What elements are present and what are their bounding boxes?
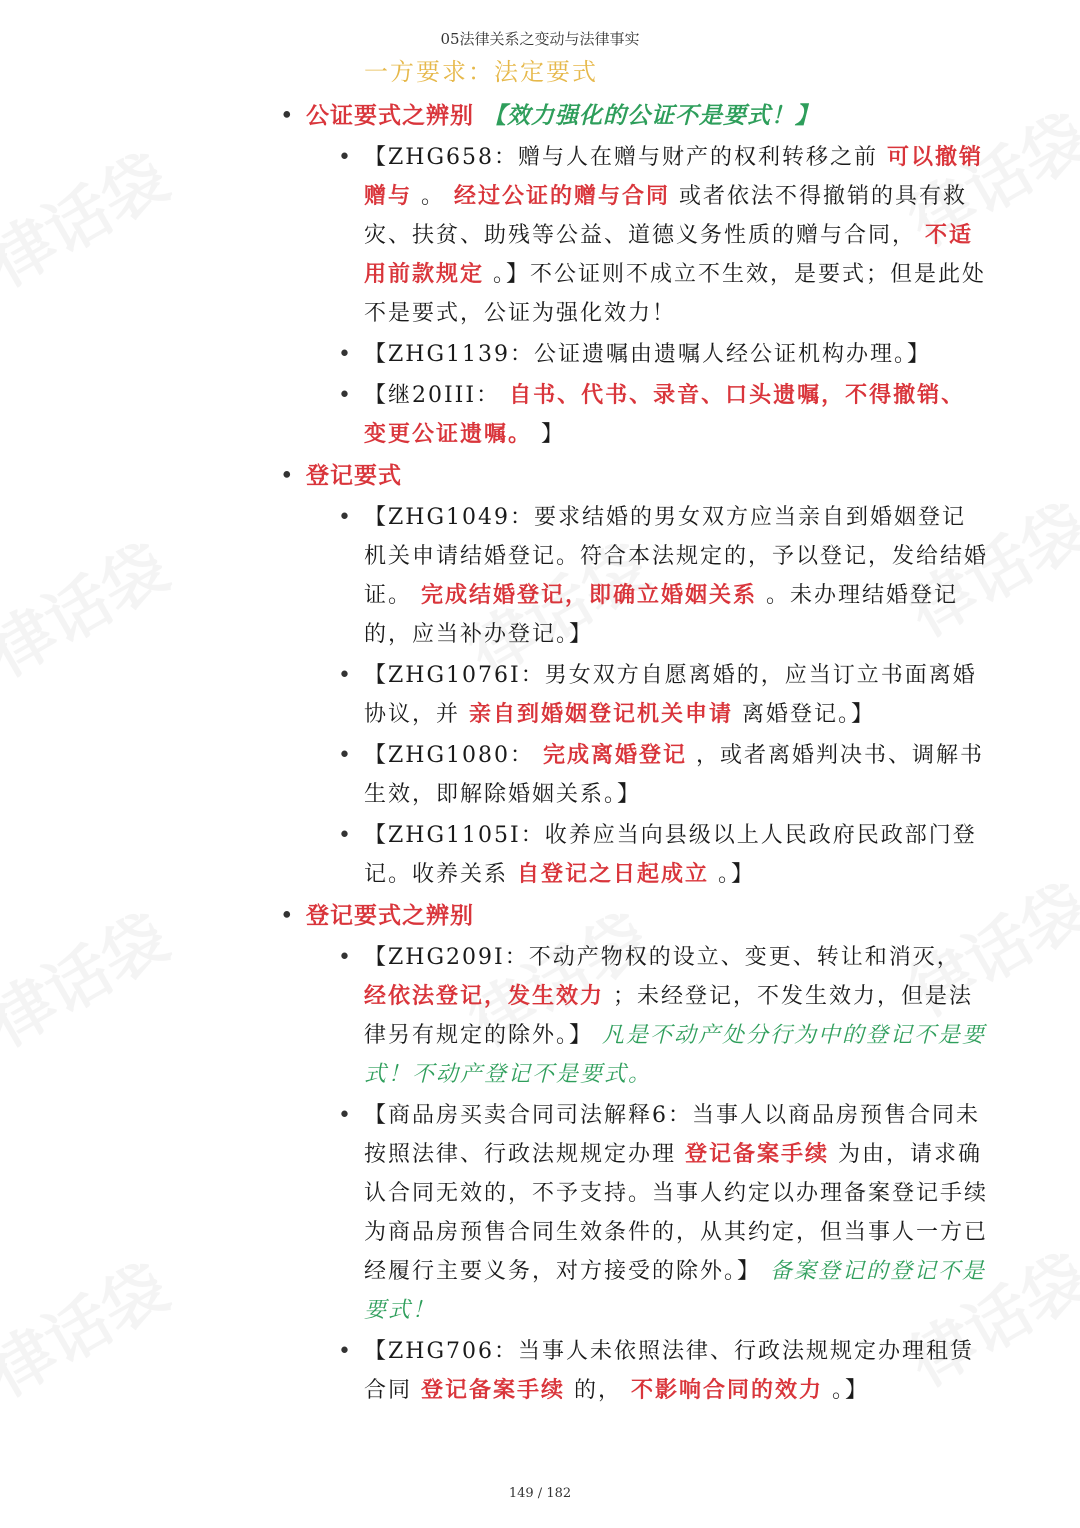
bullet-icon: • [338, 823, 353, 848]
comment-text: 凡是不动产处分行为中的登记不是要式！不动产登记不是要式。 [364, 1023, 987, 1087]
item-list [280, 938, 1000, 1410]
page-header: 05法律关系之变动与法律事实 [440, 30, 640, 48]
body-text: 【ZHG1049：要求结婚的男女双方应当亲自到婚姻登记机关申请结婚登记。符合本法规定的，予以登记，发给结婚证。 [364, 505, 989, 608]
list-item [338, 498, 1000, 654]
highlight-text: 经过公证的赠与合同 [454, 183, 671, 209]
document-body [280, 96, 1000, 1412]
watermark [0, 518, 182, 694]
body-text: 【ZHG209I：不动产物权的设立、变更、转让和消灭， [364, 945, 961, 970]
body-text: 。】 [709, 862, 756, 887]
bullet-icon: • [280, 903, 295, 929]
list-item [338, 138, 1000, 333]
bullet-icon: • [338, 505, 353, 530]
highlight-text: 亲自到婚姻登记机关申请 [469, 701, 734, 727]
list-item [338, 656, 1000, 734]
bullet-icon: • [338, 383, 353, 408]
list-item [338, 335, 1000, 374]
body-text: ，或者离婚判决书、调解书生效，即解除婚姻关系。】 [364, 743, 985, 807]
section-title: 公证要式之辨别 [306, 102, 474, 129]
item-list [280, 498, 1000, 894]
body-text: 或者依法不得撤销的具有救灾、扶贫、助残等公益、道德义务性质的赠与合同， [364, 184, 968, 248]
body-text: 。未办理结婚登记的，应当补办登记。】 [364, 583, 959, 647]
list-item [338, 938, 1000, 1094]
page-subtitle: 一方要求：法定要式 [364, 58, 598, 86]
highlight-text: 自书、代书、录音、口头遗嘱，不得撤销、变更公证遗嘱。 [364, 382, 966, 447]
list-item [338, 376, 1000, 454]
comment-text: 备案登记的登记不是要式！ [364, 1259, 987, 1323]
body-text: 【ZHG1105I：收养应当向县级以上人民政府民政部门登记。收养关系 [364, 823, 977, 887]
page-number: 149 / 182 [508, 1486, 572, 1501]
bullet-icon: • [338, 743, 353, 768]
body-text: 【ZHG1076I：男女双方自愿离婚的，应当订立书面离婚协议，并 [364, 663, 977, 727]
bullet-icon: • [338, 145, 353, 170]
body-text: 【ZHG658：赠与人在赠与财产的权利转移之前 [364, 145, 888, 170]
body-text: 】 [532, 422, 566, 447]
highlight-text: 登记备案手续 [421, 1377, 566, 1403]
body-text: 。 [412, 184, 455, 209]
section-heading [280, 96, 1000, 136]
bullet-icon: • [338, 342, 353, 367]
highlight-text: 不影响合同的效力 [631, 1377, 824, 1403]
body-text: 。】 [823, 1378, 870, 1403]
body-text: 离婚登记。】 [733, 702, 876, 727]
highlight-text: 不适用前款规定 [364, 222, 974, 287]
body-text: 【继20III： [364, 383, 510, 408]
section-heading [280, 456, 1000, 496]
bullet-icon: • [338, 1339, 353, 1364]
highlight-text: 完成结婚登记，即确立婚姻关系 [421, 582, 758, 608]
section-notary [280, 96, 1000, 454]
body-text: 【ZHG1139：公证遗嘱由遗嘱人经公证机构办理。】 [364, 342, 932, 367]
body-text: 【ZHG706：当事人未依照法律、行政法规规定办理租赁合同 [364, 1339, 975, 1403]
body-text: 。】不公证则不成立不生效，是要式；但是此处不是要式，公证为强化效力！ [364, 262, 987, 326]
highlight-text: 经依法登记，发生效力 [364, 983, 605, 1009]
section-title: 登记要式 [306, 462, 402, 489]
body-text: 【商品房买卖合同司法解释6：当事人以商品房预售合同未按照法律、行政法规规定办理 [364, 1103, 980, 1167]
section-heading [280, 896, 1000, 936]
body-text: 的， [565, 1378, 632, 1403]
item-list [280, 138, 1000, 454]
bullet-icon: • [280, 463, 295, 489]
watermark [0, 1238, 182, 1414]
section-title: 登记要式之辨别 [306, 902, 474, 929]
section-note: 【效力强化的公证不是要式！】 [483, 102, 820, 129]
highlight-text: 可以撤销赠与 [364, 144, 984, 209]
list-item [338, 1332, 1000, 1410]
highlight-text: 完成离婚登记 [543, 742, 688, 768]
section-registration [280, 456, 1000, 894]
list-item [338, 736, 1000, 814]
bullet-icon: • [338, 663, 353, 688]
bullet-icon: • [338, 945, 353, 970]
body-text: 为由，请求确认合同无效的，不予支持。当事人约定以办理备案登记手续为商品房预售合同生效条件的，从其约定，但当事人一方已经履行主要义务，对方接受的除外。】 [364, 1142, 989, 1284]
body-text: ；未经登记，不发生效力，但是法律另有规定的除外。】 [364, 984, 974, 1048]
list-item [338, 1096, 1000, 1330]
list-item [338, 816, 1000, 894]
bullet-icon: • [338, 1103, 353, 1128]
highlight-text: 自登记之日起成立 [517, 861, 710, 887]
bullet-icon: • [280, 103, 295, 129]
body-text: 【ZHG1080： [364, 743, 544, 768]
watermark [0, 128, 182, 304]
watermark [0, 888, 182, 1064]
section-registration-distinction [280, 896, 1000, 1410]
highlight-text: 登记备案手续 [685, 1141, 830, 1167]
